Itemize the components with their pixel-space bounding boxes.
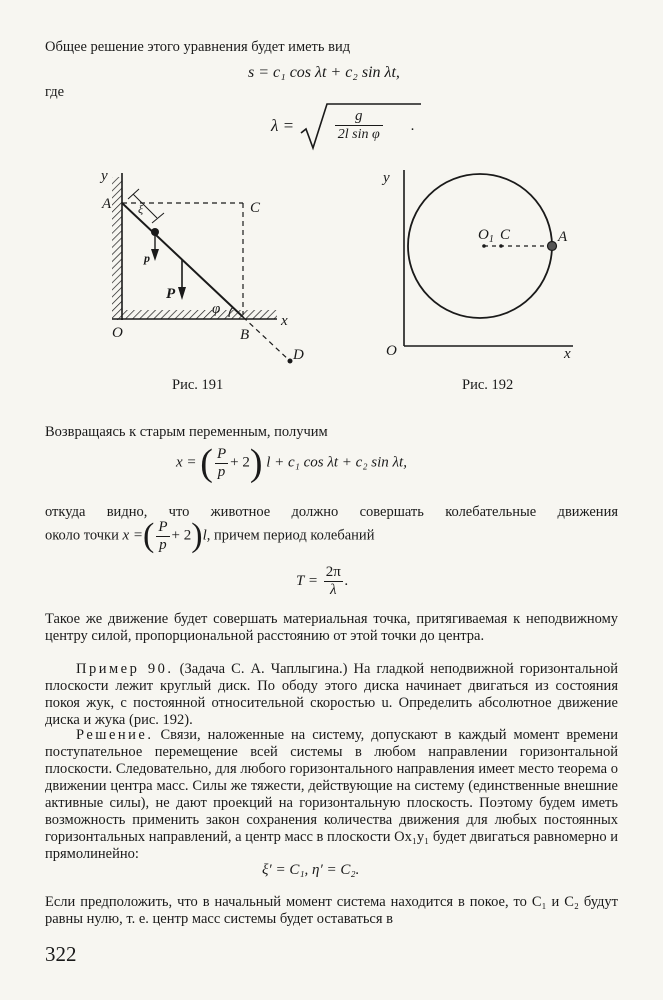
fig191-label-c: C <box>250 200 261 216</box>
equation-x <box>176 444 407 482</box>
xi-dimension <box>133 194 157 218</box>
figure-191 <box>95 165 325 365</box>
fig192-label-a: A <box>558 229 568 245</box>
lambda-lhs: λ = <box>271 116 295 135</box>
fig191-label-small-p: p <box>144 251 150 265</box>
equation-point: x =( $\frac{P}{p}$ + 2)l <box>122 517 207 554</box>
solution-body: Связи, наложенные на систему, допускают в каждый момент времени поступательное перемещение всей системы в любом направлении горизонтальной плоскости. Следовательно, для любого горизонтального направления имеет место теорема о движении центра масс. Силы же тяжести, действующие на систему (единственные внешние активные силы), не дают проекций на горизонтальную плоскость. Поэтому будем иметь возможность применить закон сохранения количества движения для любых постоянных горизонтальных направлений, а центр масс в плоскости Ox₁y₁ будет двигаться равномерно и прямолинейно: <box>45 727 618 862</box>
fig192-label-y: y <box>383 170 390 186</box>
point-c <box>499 244 503 248</box>
caption-fig-192: Рис. 192 <box>462 377 514 393</box>
fig191-label-x: x <box>281 313 288 329</box>
text-same-motion: Такое же движение будет совершать материальная точка, притягиваемая к неподвижному центру силой, пропорциональной расстоянию от этой точки до центра. <box>45 611 618 644</box>
x-eq-tail: l + c₁ cos λt + c₂ sin λt, <box>266 454 407 471</box>
paren-close: ) <box>249 442 263 484</box>
fig191-label-phi: φ <box>212 301 221 317</box>
text-returning: Возвращаясь к старым переменным, получим <box>45 424 328 440</box>
fig191-label-y: y <box>101 168 108 184</box>
solution-label: Решение. <box>76 727 154 743</box>
example-label: Пример 90. <box>76 661 174 677</box>
fig192-label-x: x <box>564 346 571 362</box>
solution <box>45 727 618 863</box>
fig191-label-big-p: P <box>166 286 176 302</box>
fig192-label-c: C <box>500 227 511 243</box>
text-line-general-intro: Общее решение этого уравнения будет иметь вид <box>45 39 351 55</box>
text-otkuda-line1: откуда видно, что животное должно совершать колебательные движения <box>45 504 618 520</box>
lambda-fraction: $\frac{g}{\text{2l sin φ}}$ <box>335 108 383 143</box>
wall-hatch <box>112 177 122 320</box>
fig192-label-o1: $O_1$ <box>478 227 494 245</box>
xi-tick-a <box>128 189 139 199</box>
floor-hatch <box>122 310 277 319</box>
fig191-label-xi: ξ <box>138 202 144 216</box>
force-big-p-head <box>178 287 186 300</box>
disk <box>408 174 552 318</box>
t-eq-lhs: T = <box>296 573 318 589</box>
x-eq-lhs: x = <box>176 454 197 471</box>
fig191-label-a: A <box>102 196 112 212</box>
example-body: (Задача С. А. Чаплыгина.) На гладкой неподвижной горизонтальной плоскости лежит круглый диск. По ободу этого диска начинает двигаться из состояния покоя жук, с постоянной относительной скоростью u. Определить абсолютное движение диска и жука (рис. 192). <box>45 661 619 728</box>
equation-general-solution: s = c₁ cos λt + c₂ sin λt, <box>248 64 400 81</box>
page-number: 322 <box>45 942 77 966</box>
beetle-a <box>548 242 557 251</box>
caption-fig-191: Рис. 191 <box>172 377 224 393</box>
x-eq-plus2: + 2 <box>230 454 250 471</box>
text-gde: где <box>45 84 65 100</box>
fig192-label-o: O <box>386 343 397 359</box>
fig191-label-o: O <box>112 325 123 341</box>
figure-192 <box>378 162 598 362</box>
text-around-point: около точки <box>45 527 119 544</box>
fig191-label-b: B <box>240 327 250 343</box>
t-eq-dot: . <box>344 572 349 589</box>
force-p-head <box>151 249 159 261</box>
text-last-paragraph: Если предположить, что в начальный момент система находится в покое, то C₁ и C₂ будут равны нулю, т. е. центр масс системы будет оставаться в <box>45 894 618 927</box>
example-90 <box>45 661 618 729</box>
paren-open: ( <box>200 442 213 484</box>
text-otkuda-line2 <box>45 517 374 555</box>
equation-xi-eta: ξ′ = C₁, η′ = C₂. <box>262 862 360 878</box>
fig191-label-d: D <box>293 347 304 363</box>
equation-period <box>296 564 349 599</box>
t-eq-fraction: $\frac{2\pi}{\lambda}$ <box>325 564 341 598</box>
point-d <box>288 359 293 364</box>
center-o1 <box>482 244 486 248</box>
lambda-period: . <box>411 118 415 134</box>
x-eq-fraction: $\frac{P}{p}$ <box>216 445 227 480</box>
text-period-of-oscillations: , причем период колебаний <box>206 527 375 544</box>
